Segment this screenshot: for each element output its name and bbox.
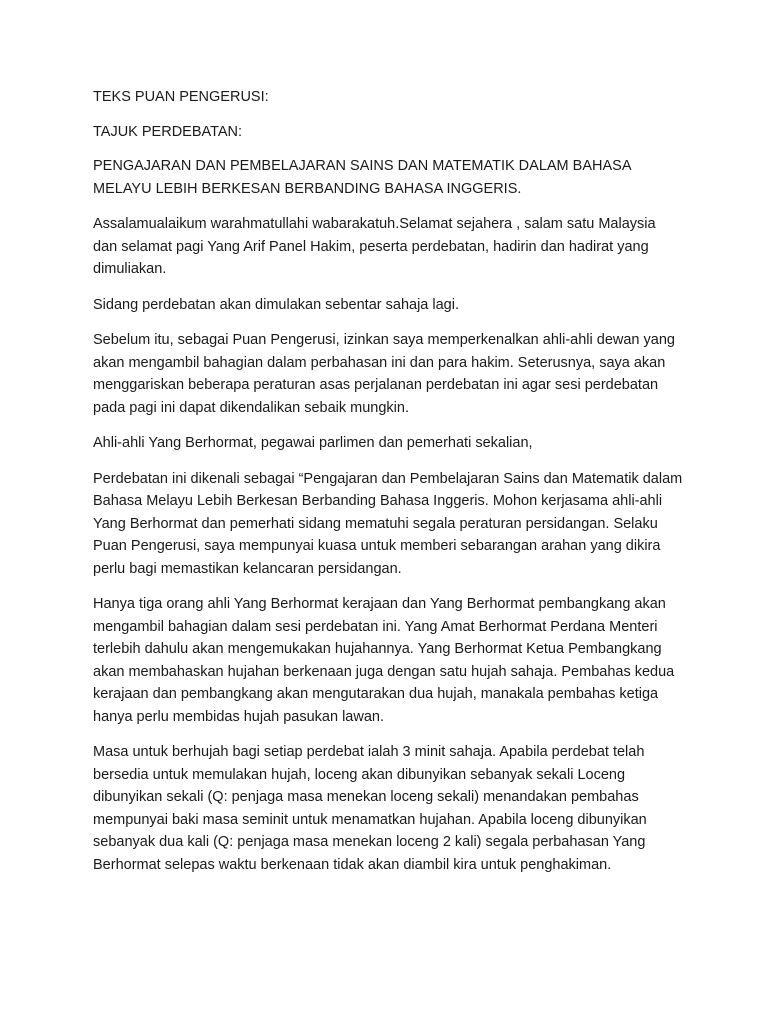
paragraph-time-rules: Masa untuk berhujah bagi setiap perdebat ialah 3 minit sahaja. Apabila perdebat telah bersedia untuk memulakan hujah, loceng akan dibunyikan sebanyak sekali Loceng dibunyikan sekali (Q: penjaga masa menekan loceng sekali) menandakan pembahas mempunyai baki masa seminit untuk menamatkan hujahan. Apabila loceng dibunyikan sebanyak dua kali (Q: penjaga masa menekan loceng 2 kali) segala perbahasan Yang Berhormat selepas waktu berkenaan tidak akan diambil kira untuk penghakiman. — [93, 744, 647, 873]
paragraph-address: Ahli-ahli Yang Berhormat, pegawai parlimen dan pemerhati sekalian, — [93, 435, 533, 451]
document-page — [93, 86, 683, 889]
paragraph-debate-title: Perdebatan ini dikenali sebagai “Pengajaran dan Pembelajaran Sains dan Matematik dalam Bahasa Melayu Lebih Berkesan Berbanding Bahasa Inggeris. Mohon kerjasama ahli-ahli Yang Berhormat dan pemerhati sidang mematuhi segala peraturan persidangan. Selaku Puan Pengerusi, saya mempunyai kuasa untuk memberi sebarangan arahan yang dikira perlu bagi memastikan kelancaran persidangan. — [93, 470, 683, 577]
debate-motion: PENGAJARAN DAN PEMBELAJARAN SAINS DAN MATEMATIK DALAM BAHASA MELAYU LEBIH BERKESAN BERBANDING BAHASA INGGERIS. — [93, 158, 631, 197]
topic-label: TAJUK PERDEBATAN: — [93, 123, 243, 140]
paragraph-session-start: Sidang perdebatan akan dimulakan sebentar sahaja lagi. — [93, 296, 459, 313]
paragraph-greeting: Assalamualaikum warahmatullahi wabarakatuh.Selamat sejahera , salam satu Malaysia dan selamat pagi Yang Arif Panel Hakim, peserta perdebatan, hadirin dan hadirat yang dimuliakan. — [93, 216, 656, 277]
document-label: TEKS PUAN PENGERUSI: — [93, 89, 269, 105]
paragraph-participants: Hanya tiga orang ahli Yang Berhormat kerajaan dan Yang Berhormat pembangkang akan mengambil bahagian dalam sesi perdebatan ini. Yang Amat Berhormat Perdana Menteri terlebih dahulu akan mengemukakan hujahannya. Yang Berhormat Ketua Pembangkang akan membahaskan hujahan berkenaan juga dengan satu hujah sahaja. Pembahas kedua kerajaan dan pembangkang akan mengutarakan dua hujah, manakala pembahas ketiga hanya perlu membidas hujah pasukan lawan. — [93, 596, 675, 725]
paragraph-introduction: Sebelum itu, sebagai Puan Pengerusi, izinkan saya memperkenalkan ahli-ahli dewan yang akan mengambil bahagian dalam perbahasan ini dan para hakim. Seterusnya, saya akan menggariskan beberapa peraturan asas perjalanan perdebatan ini agar sesi perdebatan pada pagi ini dapat dikendalikan sebaik mungkin. — [93, 332, 675, 416]
